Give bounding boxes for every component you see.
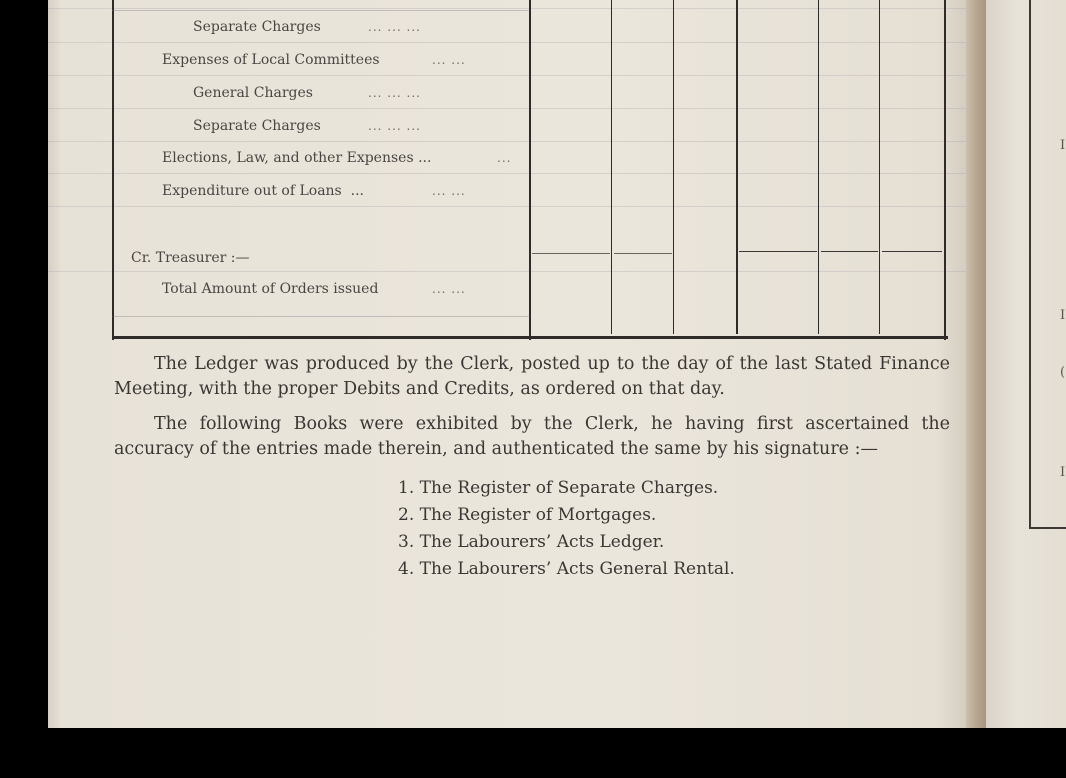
facing-page-mark: I	[1060, 138, 1066, 153]
row-rule	[112, 10, 530, 11]
leader-dots: ... ...	[432, 282, 466, 296]
subtotal-rule	[882, 251, 942, 252]
row-label-separate-charges-2: Separate Charges	[193, 118, 321, 134]
facing-table-border	[1029, 527, 1066, 529]
book-list-item: 1. The Register of Separate Charges.	[398, 478, 719, 498]
table-border-right	[944, 0, 946, 340]
row-label-local-committees: Expenses of Local Committees	[162, 52, 380, 68]
table-border-bottom	[112, 336, 948, 339]
facing-page-mark: (	[1060, 365, 1066, 380]
facing-table-border	[1029, 0, 1031, 528]
leader-dots: ... ...	[432, 184, 466, 198]
column-line	[611, 0, 612, 334]
subtotal-rule	[532, 253, 610, 254]
leader-dots: ... ...	[432, 53, 466, 67]
table-divider	[529, 0, 531, 340]
leader-dots: ...	[497, 151, 512, 165]
row-label-elections-law: Elections, Law, and other Expenses ...	[162, 150, 432, 166]
leader-dots: ... ... ...	[368, 119, 421, 133]
book-gutter	[966, 0, 986, 728]
table-border-left	[112, 0, 114, 340]
column-line	[673, 0, 674, 334]
row-label-total-orders: Total Amount of Orders issued	[162, 281, 379, 297]
column-line	[736, 0, 738, 334]
books-intro-paragraph: The following Books were exhibited by the Clerk, he having first ascertained the accuracy of the entries made therein, and authenticated the same by his signature :—	[114, 414, 950, 459]
subtotal-rule	[614, 253, 672, 254]
leader-dots: ... ... ...	[368, 20, 421, 34]
facing-page-mark: I	[1060, 308, 1066, 323]
row-label-separate-charges: Separate Charges	[193, 19, 321, 35]
subtotal-rule	[739, 251, 817, 252]
subtotal-rule	[821, 251, 878, 252]
book-list-item: 4. The Labourers’ Acts General Rental.	[398, 559, 735, 579]
leader-dots: ... ... ...	[368, 86, 421, 100]
book-list-item: 3. The Labourers’ Acts Ledger.	[398, 532, 665, 552]
row-label-cr-treasurer: Cr. Treasurer :—	[131, 250, 250, 266]
row-label-general-charges: General Charges	[193, 85, 313, 101]
ledger-paragraph: The Ledger was produced by the Clerk, posted up to the day of the last Stated Finance Meeting, with the proper Debits and Credits, as ordered on that day.	[114, 354, 950, 399]
row-label-expenditure-loans: Expenditure out of Loans ...	[162, 183, 364, 199]
row-rule	[112, 316, 530, 317]
column-line	[818, 0, 819, 334]
book-list-item: 2. The Register of Mortgages.	[398, 505, 657, 525]
facing-page	[986, 0, 1066, 728]
facing-page-mark: I	[1060, 465, 1066, 480]
column-line	[879, 0, 880, 334]
